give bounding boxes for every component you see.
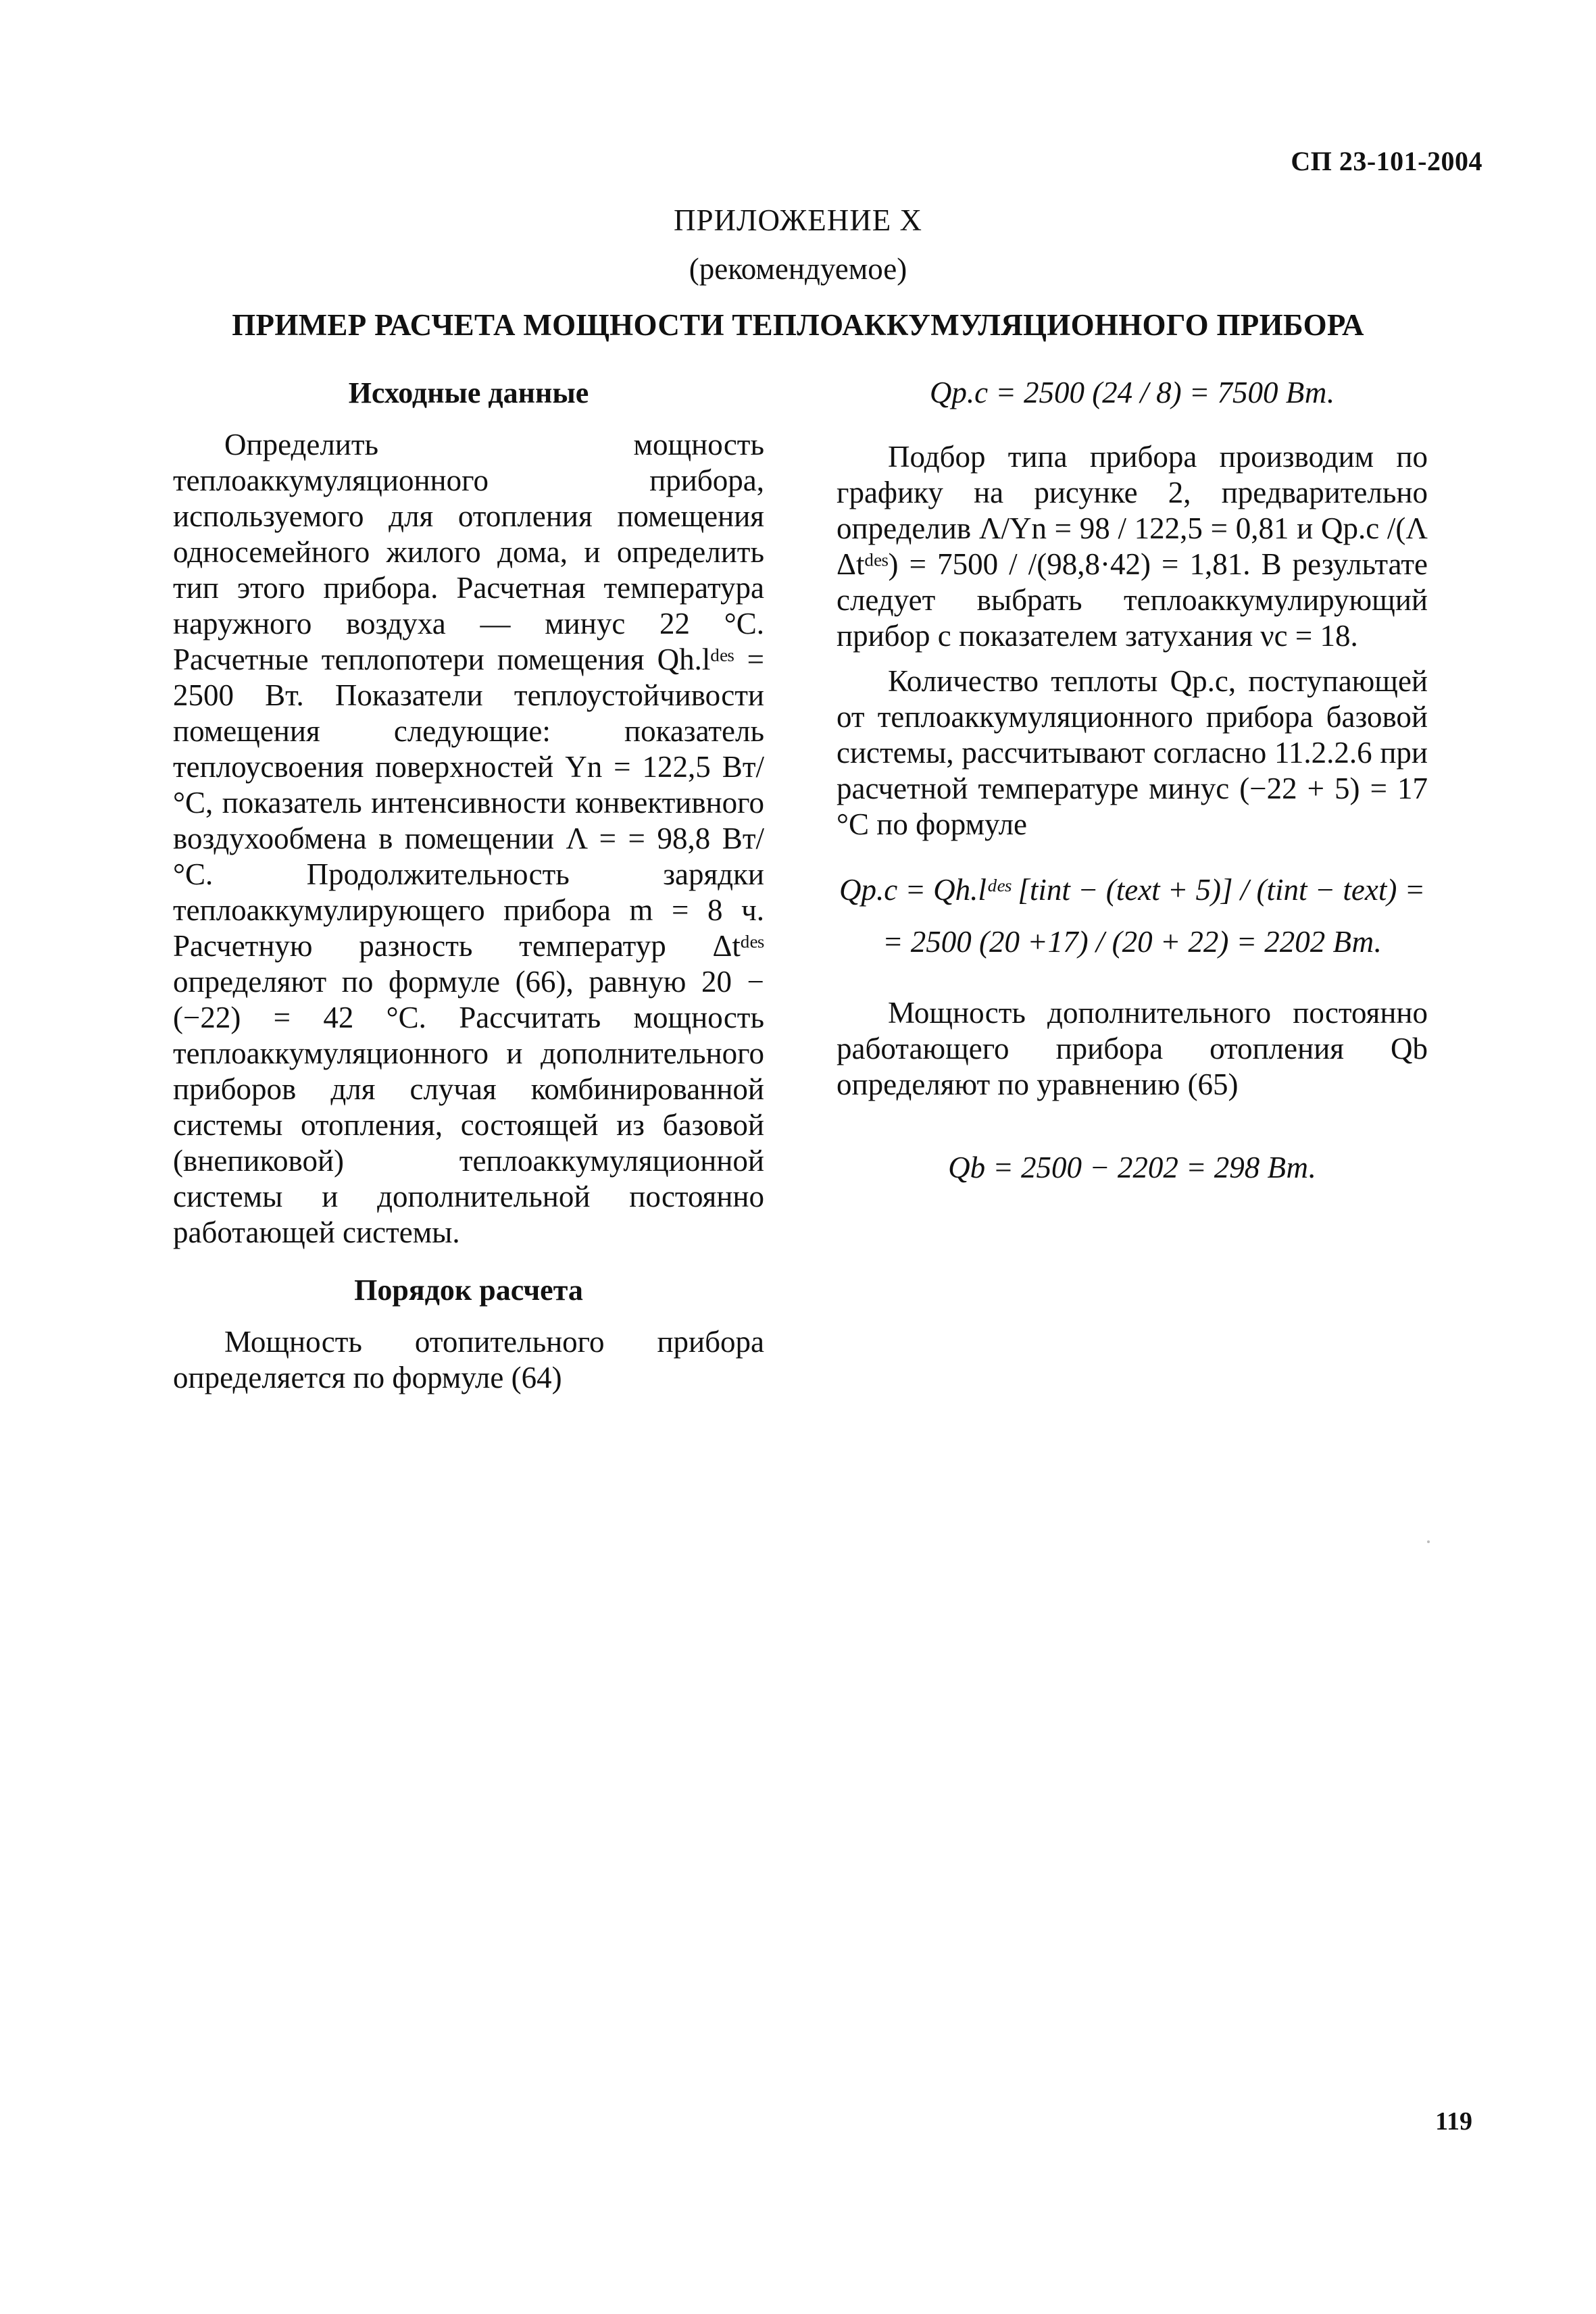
equation-heat-result: = 2500 (20 +17) / (20 + 22) = 2202 Вт. (882, 925, 1382, 959)
appendix-subtitle: (рекомендуемое) (689, 252, 907, 286)
main-title: ПРИМЕР РАСЧЕТА МОЩНОСТИ ТЕПЛОАККУМУЛЯЦИОННОГО ПРИБОРА (232, 308, 1364, 342)
right-column (837, 375, 1428, 1186)
section-heading-procedure: Порядок расчета (354, 1274, 583, 1307)
document-code: СП 23-101-2004 (1291, 146, 1482, 176)
paragraph-input-data: Определить мощность теплоаккумуляционного прибора, используемого для отопления помещения односемейного жилого дома, и определить тип этого прибора. Расчетная температура наружного воздуха — минус 22 °С. Расчетные теплопотери помещения Qh.lᵈᵉˢ = 2500 Вт. Показатели теплоустойчивости помещения следующие: показатель теплоусвоения поверхностей Yn = 122,5 Вт/°С, показатель интенсивности конвективного воздухообмена в помещении Λ = = 98,8 Вт/°С. Продолжительность зарядки теплоаккумулирующего прибора m = 8 ч. Расчетную разность температур Δtᵈᵉˢ определяют по формуле (66), равную 20 − (−22) = 42 °С. Рассчитать мощность теплоаккумуляционного и дополнительного приборов для случая комбинированной системы отопления, состоящей из базовой (внепиковой) теплоаккумуляционной системы и дополнительной постоянно работающей системы. (173, 428, 764, 1249)
paragraph-procedure: Мощность отопительного прибора определяется по формуле (64) (173, 1325, 764, 1394)
equation-power: Qp.c = 2500 (24 / 8) = 7500 Вт. (929, 376, 1335, 409)
paragraph-additional-device: Мощность дополнительного постоянно работающего прибора отопления Qb определяют по уравнению (65) (837, 996, 1428, 1101)
left-column (173, 375, 764, 1396)
equation-additional-power: Qb = 2500 − 2202 = 298 Вт. (948, 1151, 1316, 1184)
equation-heat-formula: Qp.c = Qh.lᵈᵉˢ [tint − (text + 5)] / (tint − text) = (839, 873, 1425, 907)
appendix-title: ПРИЛОЖЕНИЕ Х (674, 203, 922, 237)
paragraph-selection: Подбор типа прибора производим по графику на рисунке 2, предварительно определив Λ/Yn = 98 / 122,5 = 0,81 и Qp.c /(Λ Δtᵈᵉˢ) = 7500 / /(98,8·42) = 1,81. В результате следует выбрать теплоаккумулирующий прибор с показателем затухания νc = 18. (837, 440, 1428, 653)
page-number: 119 (1435, 2107, 1472, 2136)
paragraph-heat-quantity: Количество теплоты Qp.c, поступающей от теплоаккумуляционного прибора базовой системы, рассчитывают согласно 11.2.2.6 при расчетной температуре минус (−22 + 5) = 17 °С по формуле (837, 664, 1428, 841)
section-heading-input-data: Исходные данные (348, 376, 589, 409)
scan-speck (1427, 1540, 1430, 1543)
